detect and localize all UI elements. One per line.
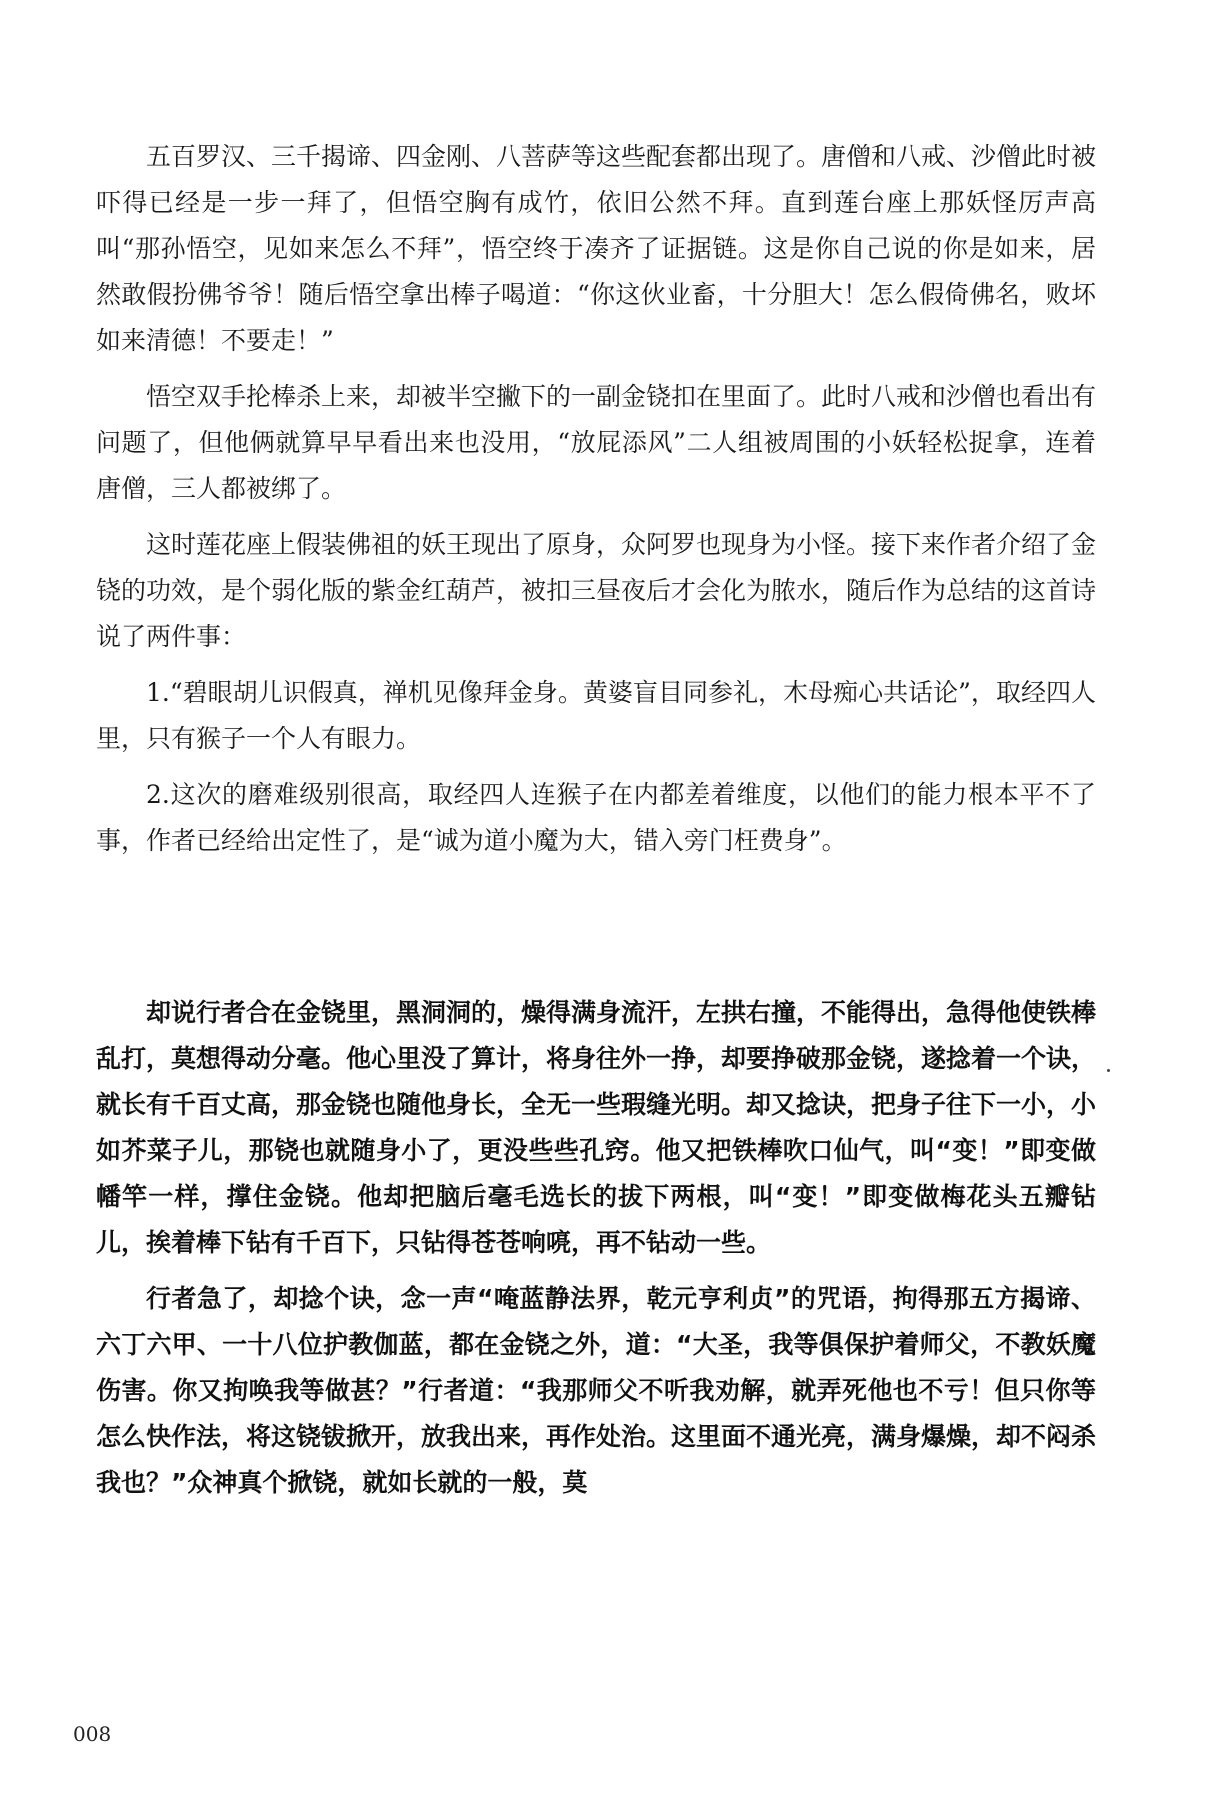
commentary-section: [96, 134, 1096, 864]
commentary-list-item-1: 1.“碧眼胡儿识假真，禅机见像拜金身。黄婆盲目同参礼，木母痴心共话论”，取经四人里，只有猴子一个人有眼力。: [96, 678, 1096, 753]
commentary-paragraph-2: 悟空双手抡棒杀上来，却被半空撇下的一副金铙扣在里面了。此时八戒和沙僧也看出有问题了，但他俩就算早早看出来也没用，“放屁添风”二人组被周围的小妖轻松捉拿，连着唐僧，三人都被绑了。: [96, 382, 1097, 503]
original-text-paragraph-2: 行者急了，却捻个诀，念一声“唵蓝静法界，乾元亨利贞”的咒语，拘得那五方揭谛、六丁六甲、一十八位护教伽蓝，都在金铙之外，道：“大圣，我等俱保护着师父，不教妖魔伤害。你又拘唤我等做甚？”行者道：“我那师父不听我劝解，就弄死他也不亏！但只你等怎么快作法，将这铙钹掀开，放我出来，再作处治。这里面不通光亮，满身爆燥，却不闷杀我也？”众神真个掀铙，就如长就的一般，莫: [96, 1284, 1097, 1497]
scan-speck: [1107, 1069, 1110, 1072]
commentary-list-item-2: 2.这次的磨难级别很高，取经四人连猴子在内都差着维度，以他们的能力根本平不了事，作者已经给出定性了，是“诚为道小魔为大，错入旁门枉费身”。: [96, 780, 1096, 855]
commentary-paragraph-1: 五百罗汉、三千揭谛、四金刚、八菩萨等这些配套都出现了。唐僧和八戒、沙僧此时被吓得已经是一步一拜了，但悟空胸有成竹，依旧公然不拜。直到莲台座上那妖怪厉声高叫“那孙悟空，见如来怎么不拜”，悟空终于凑齐了证据链。这是你自己说的你是如来，居然敢假扮佛爷爷！随后悟空拿出棒子喝道：“你这伙业畜，十分胆大！怎么假倚佛名，败坏如来清德！不要走！”: [96, 142, 1097, 355]
commentary-paragraph-3: 这时莲花座上假装佛祖的妖王现出了原身，众阿罗也现身为小怪。接下来作者介绍了金铙的功效，是个弱化版的紫金红葫芦，被扣三昼夜后才会化为脓水，随后作为总结的这首诗说了两件事：: [96, 530, 1097, 651]
original-text-paragraph-1: 却说行者合在金铙里，黑洞洞的，燥得满身流汗，左拱右撞，不能得出，急得他使铁棒乱打，莫想得动分毫。他心里没了算计，将身往外一挣，却要挣破那金铙，遂捻着一个诀，就长有千百丈高，那金铙也随他身长，全无一些瑕缝光明。却又捻诀，把身子往下一小，小如芥菜子儿，那铙也就随身小了，更没些些孔窍。他又把铁棒吹口仙气，叫“变！”即变做幡竿一样，撑住金铙。他却把脑后毫毛选长的拔下两根，叫“变！”即变做梅花头五瓣钻儿，挨着棒下钻有千百下，只钻得苍苍响喨，再不钻动一些。: [96, 998, 1097, 1257]
original-text-section: [96, 990, 1096, 1506]
page-number: 008: [73, 1722, 112, 1746]
